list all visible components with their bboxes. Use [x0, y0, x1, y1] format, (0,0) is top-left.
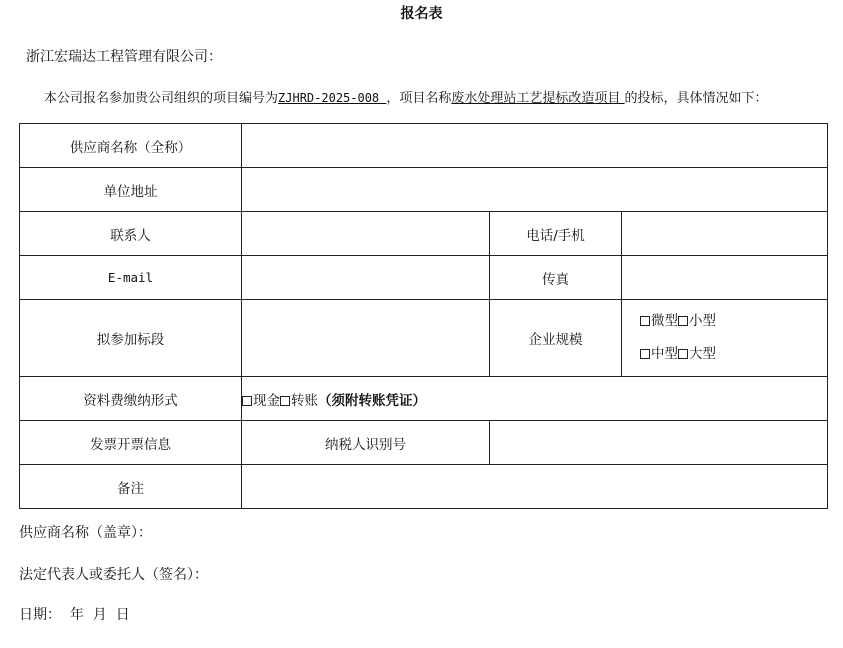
medium-checkbox[interactable] — [640, 349, 650, 359]
address-label: 单位地址 — [20, 168, 242, 212]
project-code: ZJHRD-2025-008 — [278, 91, 387, 105]
scale-options — [622, 300, 828, 377]
signature-line: 法定代表人或委托人（签名）： — [19, 567, 208, 583]
phone-label: 电话/手机 — [490, 212, 622, 256]
contact-label: 联系人 — [20, 212, 242, 256]
fee-label: 资料费缴纳形式 — [20, 377, 242, 421]
email-label: E-mail — [20, 256, 242, 300]
table-row — [20, 421, 828, 465]
scale-label: 企业规模 — [490, 300, 622, 377]
table-row — [20, 300, 828, 377]
seal-line: 供应商名称（盖章）： — [19, 525, 152, 541]
cash-checkbox[interactable] — [242, 396, 252, 406]
date-line: 日期： 年 月 日 — [19, 607, 130, 623]
small-label: 小型 — [689, 313, 716, 329]
fee-note: （须附转账凭证） — [318, 392, 426, 409]
registration-table — [19, 123, 828, 509]
table-row — [20, 256, 828, 300]
remark-label: 备注 — [20, 465, 242, 509]
taxpayer-label: 纳税人识别号 — [242, 421, 490, 465]
taxpayer-field[interactable] — [490, 421, 828, 465]
remark-field[interactable] — [242, 465, 828, 509]
fee-options — [242, 377, 828, 421]
intro-paragraph — [44, 88, 768, 109]
section-label: 拟参加标段 — [20, 300, 242, 377]
email-field[interactable] — [242, 256, 490, 300]
table-row — [20, 168, 828, 212]
table-row — [20, 124, 828, 168]
transfer-checkbox[interactable] — [280, 396, 290, 406]
section-field[interactable] — [242, 300, 490, 377]
table-row — [20, 212, 828, 256]
micro-label: 微型 — [651, 313, 678, 329]
large-label: 大型 — [689, 346, 716, 362]
table-row — [20, 465, 828, 509]
phone-field[interactable] — [622, 212, 828, 256]
table-row — [20, 377, 828, 421]
intro-prefix: 本公司报名参加贵公司组织的项目编号为 — [44, 91, 279, 106]
project-name: 废水处理站工艺提标改造项目 — [451, 91, 625, 106]
contact-field[interactable] — [242, 212, 490, 256]
large-checkbox[interactable] — [678, 349, 688, 359]
transfer-label: 转账 — [291, 392, 318, 409]
intro-middle: ，项目名称 — [386, 91, 452, 106]
medium-label: 中型 — [651, 346, 678, 362]
addressee: 浙江宏瑞达工程管理有限公司： — [26, 49, 222, 65]
address-field[interactable] — [242, 168, 828, 212]
cash-label: 现金 — [253, 392, 280, 409]
supplier-name-label: 供应商名称（全称） — [20, 124, 242, 168]
form-title: 报名表 — [400, 6, 443, 22]
intro-suffix: 的投标，具体情况如下： — [624, 91, 768, 106]
fax-label: 传真 — [490, 256, 622, 300]
small-checkbox[interactable] — [678, 316, 688, 326]
supplier-name-field[interactable] — [242, 124, 828, 168]
invoice-label: 发票开票信息 — [20, 421, 242, 465]
micro-checkbox[interactable] — [640, 316, 650, 326]
fax-field[interactable] — [622, 256, 828, 300]
